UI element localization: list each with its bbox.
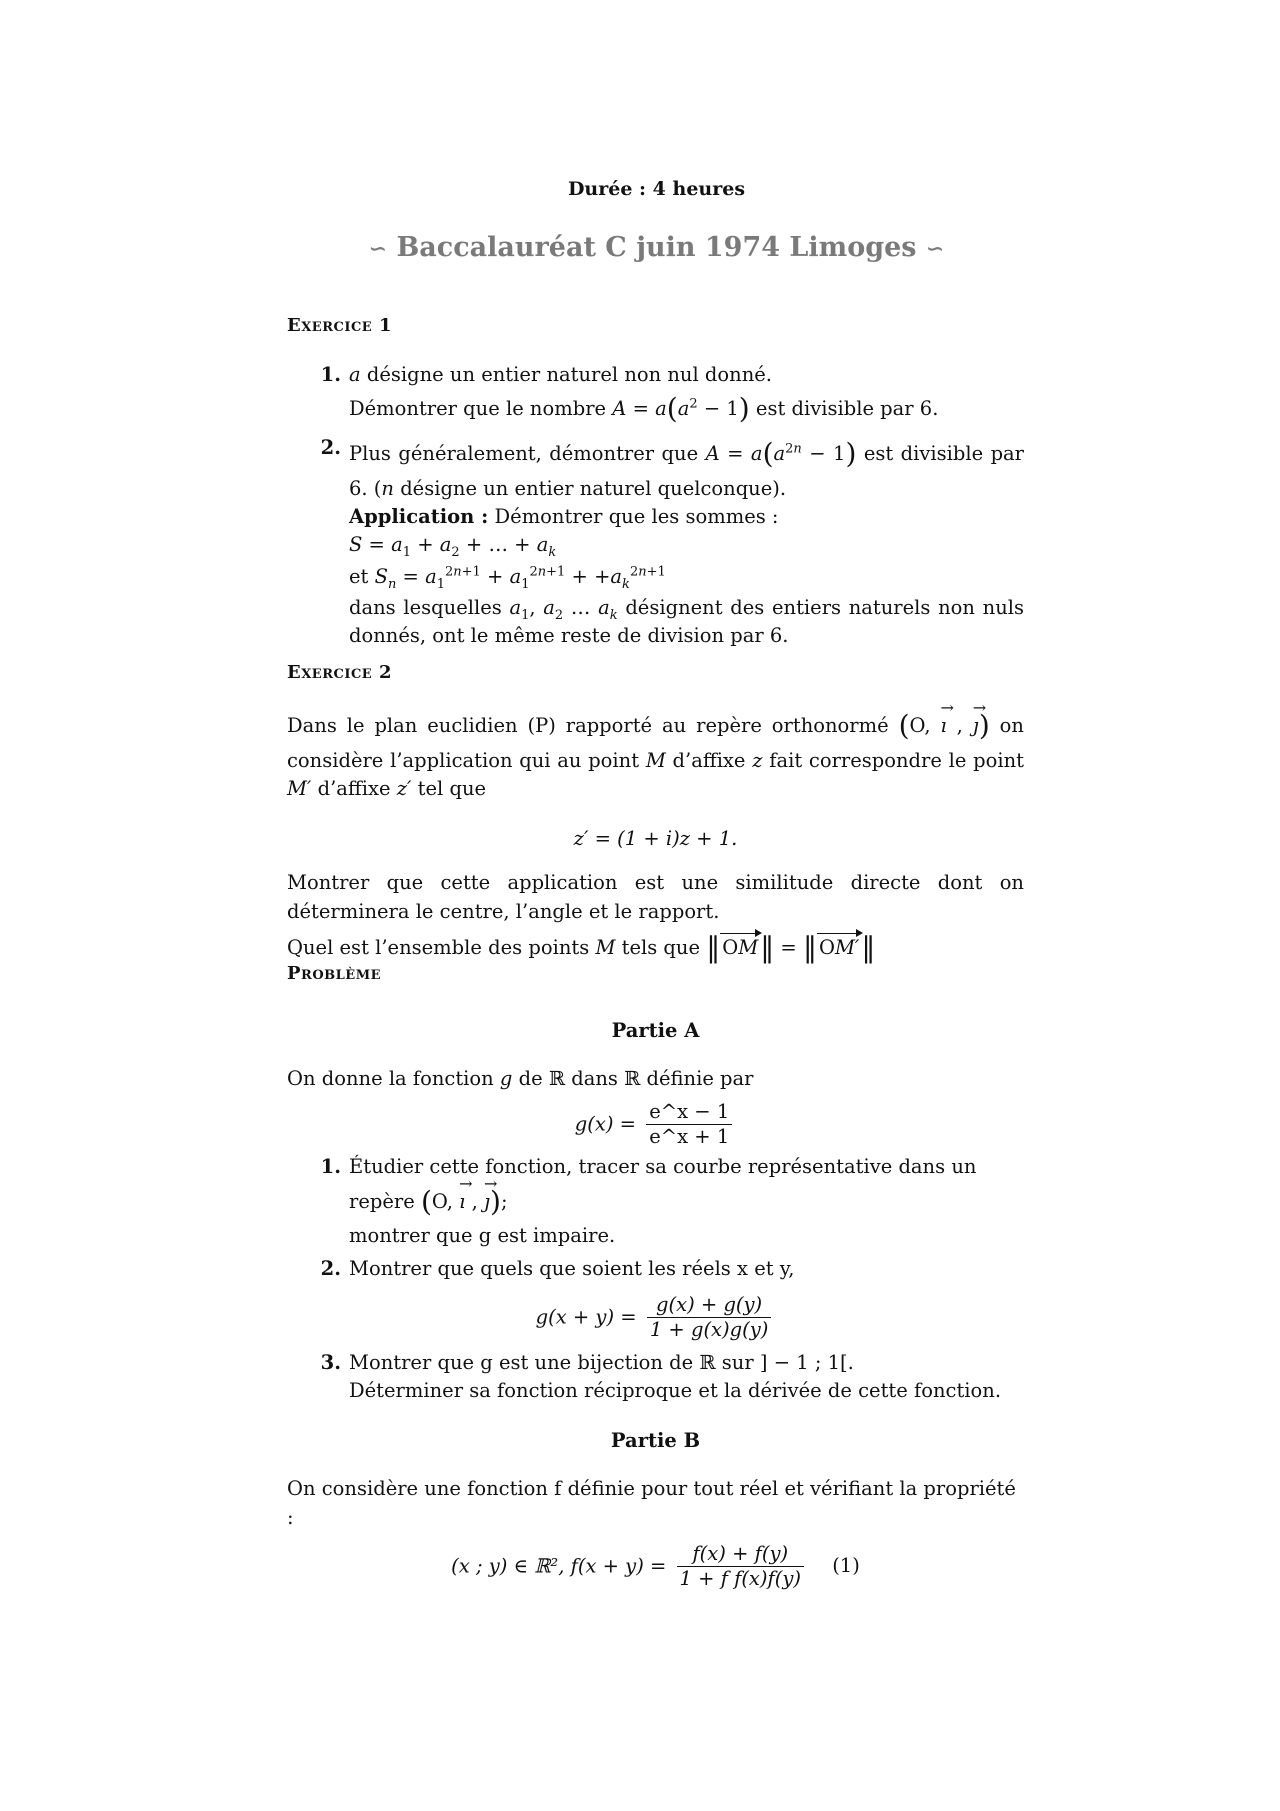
partie-a-question-1: 1. Étudier cette fonction, tracer sa courbe représentative dans un repère (O, → ı , → ȷ); montrer que g est impaire. (287, 1153, 1024, 1250)
document-title (0, 228, 1280, 267)
title-text: Baccalauréat C juin 1974 Limoges (396, 232, 917, 263)
g-definition: g(x) = $\frac{e\^{}x - 1}{e\^{}x + 1}$ (287, 1100, 1024, 1150)
f-property-formula: (x ; y) ∈ ℝ², f(x + y) = $\frac{f(x) + f(y)}{\text{1 + f f(x)f(y)}}$ (1) (451, 1541, 860, 1591)
partie-a-heading: Partie A (611, 1019, 700, 1043)
ex2-question-set: Quel est l’ensemble des points M tels que ‖ OM‖ = ‖ OM′‖ (287, 931, 876, 965)
exercise-2-heading: Exercice 2 (287, 662, 392, 683)
exercise-1 (287, 313, 1024, 650)
probleme-heading: Problème (287, 963, 381, 984)
ex2-formula: z′ = (1 + i)z + 1. (573, 827, 738, 851)
ex1-question-2: 2. Plus généralement, démontrer que $A = a(a^{2n} - 1)$ est divisible par 6. (n désigne un entier naturel quelconque). Application : Démontrer que les sommes : $S = a_1 + a_2$ + … + $a_k$ et $S_n = a_1^{2n+1} + a_1^{2n+1} + +a_k^{2n+1}$ dans lesquelles $a_1$, $a_2$ … $a_k$ désignent des entiers naturels non nuls donnés, ont le même reste de division par 6. (320, 435, 1025, 647)
exercise-2 (287, 660, 1024, 969)
ornament-right-icon: ∽ (925, 236, 945, 262)
equation-tag: (1) (832, 1554, 860, 1578)
partie-a-intro: On donne la fonction g de ℝ dans ℝ définie par (287, 1067, 754, 1091)
partie-b-heading: Partie B (610, 1429, 701, 1453)
ex2-statement: Dans le plan euclidien (P) rapporté au repère orthonormé (O, → ı , → ȷ) on considère l’application qui au point M d’affixe z fait correspondre le point M′ d’affixe z′ tel que (287, 706, 1024, 803)
ornament-left-icon: ∽ (368, 236, 388, 262)
probleme (287, 961, 1024, 1592)
partie-a-question-3: 3. Montrer que g est une bijection de ℝ sur ] − 1 ; 1[. Déterminer sa fonction réciproque et la dérivée de cette fonction. (320, 1350, 1002, 1402)
ex2-question-similitude: Montrer que cette application est une similitude directe dont on déterminera le centre, l’angle et le rapport. (287, 871, 1024, 923)
partie-a-question-2: 2. Montrer que quels que soient les réels x et y, (320, 1256, 795, 1280)
duration-label: Durée : 4 heures (567, 178, 746, 200)
g-addition-formula: g(x + y) = $\frac{g(x) + g(y)}{1 + g(x)g(y)}$ (287, 1293, 1024, 1343)
partie-b-intro: On considère une fonction f définie pour tout réel et vérifiant la propriété : (287, 1477, 1016, 1529)
exercise-1-heading: Exercice 1 (287, 315, 392, 336)
ex1-question-1: 1. a désigne un entier naturel non nul donné. Démontrer que le nombre $A = a(a^2 - 1)$ est divisible par 6. (320, 363, 939, 426)
